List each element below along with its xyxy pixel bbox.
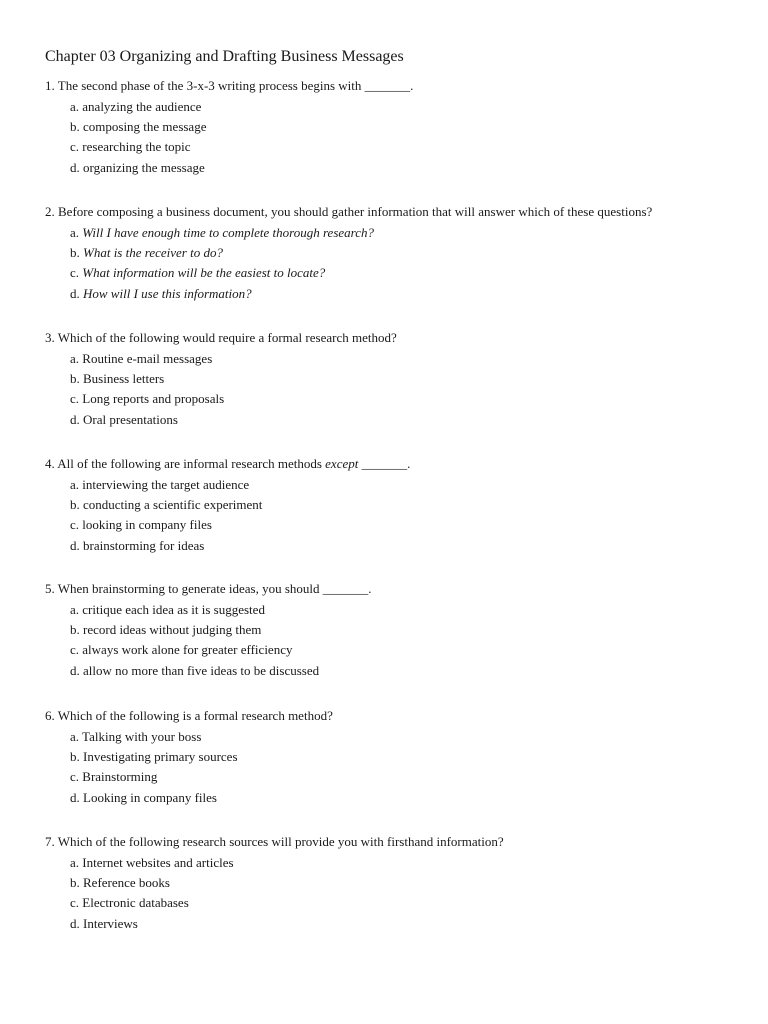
option-text: Routine e-mail messages [82,351,213,366]
option-c [70,263,745,283]
question-2 [45,203,745,304]
option-letter: a. [70,602,80,617]
question-7 [45,833,745,934]
option-list [45,97,745,178]
option-a [70,853,745,873]
option-text: Oral presentations [83,411,178,427]
option-letter: d. [70,662,80,678]
option-letter: b. [70,875,80,891]
option-c [70,767,745,787]
question-text: Which of the following research sources will provide you with firsthand information? [57,834,504,849]
option-d [70,661,745,681]
question-number: 3. [45,330,55,345]
question-text: All of the following are informal research methods [57,456,326,471]
question-stem [45,203,745,221]
option-b [70,369,745,389]
option-a [70,97,745,117]
option-text: Investigating primary sources [83,749,238,765]
option-list [45,349,745,430]
option-list [45,600,745,681]
option-letter: d. [70,285,80,301]
option-a [70,475,745,495]
option-c [70,137,745,157]
question-number: 1. [45,78,55,93]
option-text: conducting a scientific experiment [83,497,263,513]
option-d [70,284,745,304]
question-number: 7. [45,834,55,849]
option-letter: b. [70,622,80,638]
question-number: 2. [45,204,55,219]
option-letter: c. [70,265,80,281]
question-text: Which of the following would require a formal research method? [57,330,397,345]
option-letter: a. [70,729,80,744]
question-number: 4. [45,456,55,471]
option-list [45,727,745,808]
option-d [70,536,745,556]
option-text: Interviews [83,915,138,931]
option-b [70,117,745,137]
option-text: Looking in company files [83,789,217,805]
option-letter: b. [70,245,80,261]
option-text: always work alone for greater efficiency [82,642,293,658]
option-b [70,747,745,767]
option-text: Will I have enough time to complete thorough research? [82,225,374,240]
option-b [70,620,745,640]
question-text: Before composing a business document, you should gather information that will answer which of these questions? [58,204,653,219]
option-list [45,475,745,556]
option-letter: b. [70,497,80,513]
option-text: Talking with your boss [82,729,202,744]
option-a [70,223,745,243]
question-1 [45,77,745,178]
question-text: When brainstorming to generate ideas, you should _______. [57,581,372,596]
option-letter: b. [70,119,80,135]
option-b [70,243,745,263]
option-a [70,349,745,369]
question-3 [45,329,745,430]
option-text: allow no more than five ideas to be discussed [83,662,320,678]
document-title: Chapter 03 Organizing and Drafting Business Messages [45,48,404,65]
option-b [70,495,745,515]
option-text: Reference books [83,875,170,891]
option-d [70,914,745,934]
question-stem [45,329,745,347]
option-letter: c. [70,642,80,658]
option-letter: b. [70,749,80,765]
option-text: Brainstorming [82,769,158,785]
option-text: critique each idea as it is suggested [82,602,265,617]
option-letter: b. [70,371,80,387]
question-stem [45,707,745,725]
option-a [70,727,745,747]
option-c [70,515,745,535]
question-text-end: _______. [358,456,411,471]
option-letter: c. [70,517,80,533]
option-letter: d. [70,159,80,175]
option-letter: d. [70,537,80,553]
question-stem [45,833,745,851]
question-stem [45,455,745,473]
question-text-emphasis: except [325,456,359,471]
option-list [45,223,745,304]
option-text: How will I use this information? [83,285,252,301]
question-4 [45,455,745,556]
option-text: interviewing the target audience [82,477,250,492]
option-text: organizing the message [83,159,205,175]
option-letter: a. [70,477,80,492]
option-text: composing the message [83,119,207,135]
option-text: record ideas without judging them [83,622,262,638]
option-letter: a. [70,855,80,870]
option-text: researching the topic [82,139,191,155]
option-letter: c. [70,769,80,785]
option-text: Long reports and proposals [82,391,225,407]
option-c [70,640,745,660]
option-d [70,410,745,430]
option-d [70,158,745,178]
option-letter: c. [70,391,80,407]
option-text: Electronic databases [82,895,189,911]
option-list [45,853,745,934]
option-text: analyzing the audience [82,99,202,114]
option-letter: c. [70,895,80,911]
option-b [70,873,745,893]
option-text: Internet websites and articles [82,855,234,870]
question-number: 6. [45,708,55,723]
question-text: The second phase of the 3-x-3 writing process begins with _______. [57,78,414,93]
option-text: What is the receiver to do? [83,245,223,261]
option-letter: d. [70,411,80,427]
option-text: What information will be the easiest to locate? [82,265,326,281]
option-a [70,600,745,620]
option-letter: a. [70,99,80,114]
option-text: Business letters [83,371,165,387]
option-letter: d. [70,915,80,931]
option-text: looking in company files [82,517,212,533]
option-d [70,788,745,808]
question-6 [45,707,745,808]
option-text: brainstorming for ideas [83,537,205,553]
question-stem [45,77,745,95]
question-text: Which of the following is a formal research method? [57,708,333,723]
option-letter: a. [70,351,80,366]
question-number: 5. [45,581,55,596]
option-letter: d. [70,789,80,805]
option-letter: a. [70,225,80,240]
question-stem [45,580,745,598]
option-letter: c. [70,139,80,155]
option-c [70,389,745,409]
option-c [70,893,745,913]
question-5 [45,580,745,681]
